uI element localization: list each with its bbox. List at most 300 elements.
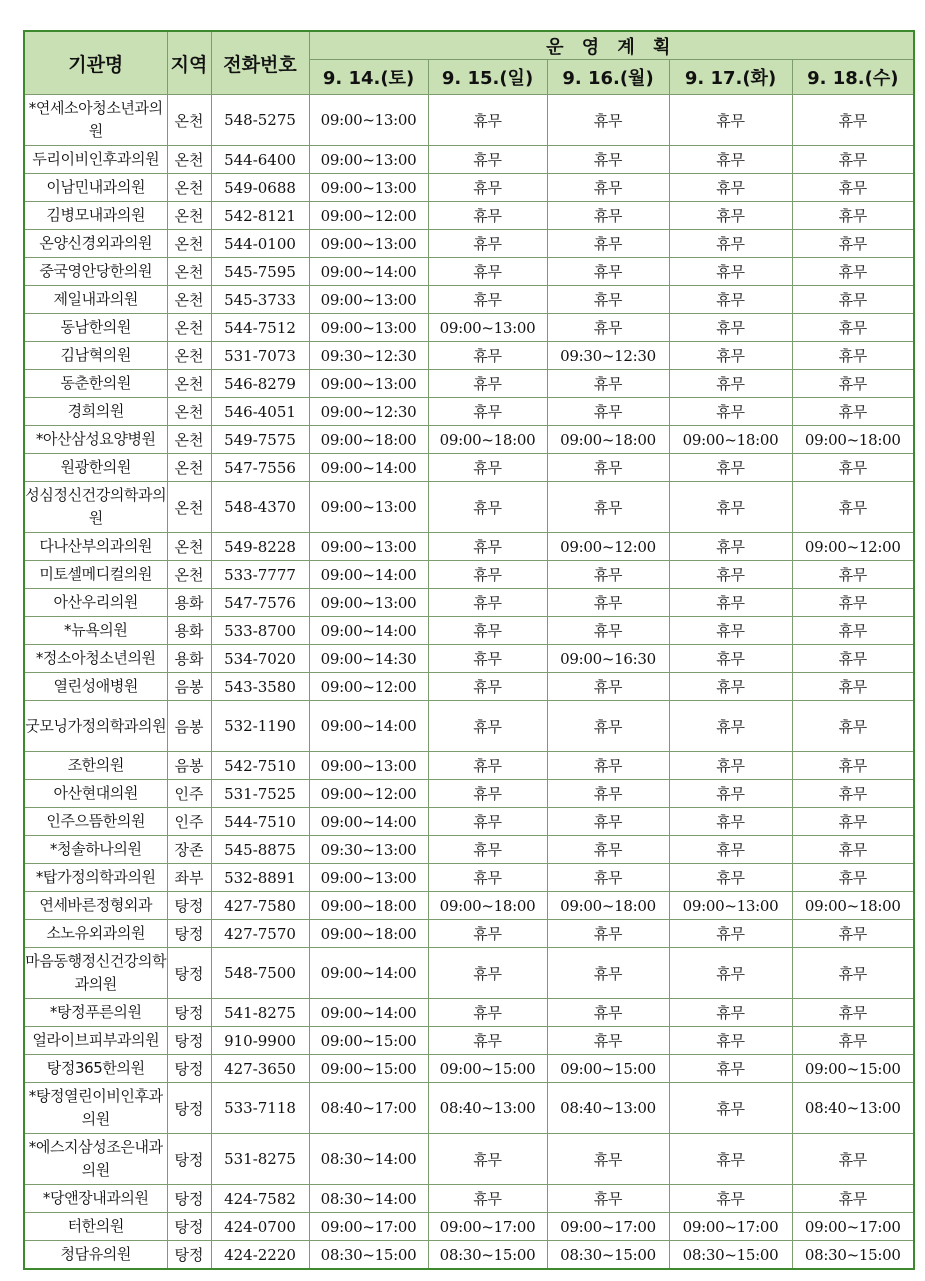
hours-cell: 휴무 bbox=[792, 1185, 914, 1213]
hours-cell: 휴무 bbox=[547, 230, 669, 258]
hours-cell: 휴무 bbox=[792, 645, 914, 673]
hours-cell: 휴무 bbox=[428, 533, 547, 561]
table-row bbox=[24, 398, 914, 426]
hours-cell: 휴무 bbox=[792, 673, 914, 701]
header-day: 9. 14.(토) bbox=[309, 60, 428, 95]
clinic-phone: 532-8891 bbox=[211, 864, 309, 892]
clinic-phone: 910-9900 bbox=[211, 1027, 309, 1055]
hours-cell: 휴무 bbox=[669, 398, 792, 426]
hours-cell: 09:00~15:00 bbox=[547, 1055, 669, 1083]
hours-cell: 휴무 bbox=[792, 342, 914, 370]
hours-cell: 휴무 bbox=[428, 1185, 547, 1213]
hours-cell: 08:40~13:00 bbox=[792, 1083, 914, 1134]
clinic-name: *탕정열린이비인후과의원 bbox=[24, 1083, 167, 1134]
hours-cell: 09:00~18:00 bbox=[309, 892, 428, 920]
hours-cell: 휴무 bbox=[428, 701, 547, 752]
table-row bbox=[24, 1027, 914, 1055]
hours-cell: 09:00~18:00 bbox=[309, 426, 428, 454]
hours-cell: 09:00~13:00 bbox=[309, 864, 428, 892]
clinic-phone: 547-7556 bbox=[211, 454, 309, 482]
hours-cell: 09:00~15:00 bbox=[792, 1055, 914, 1083]
hours-cell: 휴무 bbox=[792, 174, 914, 202]
clinic-region: 탕정 bbox=[167, 1241, 211, 1270]
clinic-region: 음봉 bbox=[167, 673, 211, 701]
clinic-phone: 544-7510 bbox=[211, 808, 309, 836]
clinic-region: 온천 bbox=[167, 202, 211, 230]
clinic-phone: 548-5275 bbox=[211, 95, 309, 146]
table-row bbox=[24, 286, 914, 314]
clinic-phone: 547-7576 bbox=[211, 589, 309, 617]
header-name: 기관명 bbox=[24, 31, 167, 95]
clinic-name: 미토셀메디컬의원 bbox=[24, 561, 167, 589]
table-row bbox=[24, 370, 914, 398]
header-plan: 운 영 계 획 bbox=[309, 31, 914, 60]
hours-cell: 휴무 bbox=[792, 1027, 914, 1055]
hours-cell: 09:00~13:00 bbox=[309, 314, 428, 342]
hours-cell: 휴무 bbox=[547, 836, 669, 864]
clinic-name: *에스지삼성조은내과의원 bbox=[24, 1134, 167, 1185]
table-row bbox=[24, 482, 914, 533]
hours-cell: 09:00~15:00 bbox=[309, 1027, 428, 1055]
hours-cell: 09:30~12:30 bbox=[309, 342, 428, 370]
hours-cell: 휴무 bbox=[792, 370, 914, 398]
table-row bbox=[24, 999, 914, 1027]
hours-cell: 휴무 bbox=[428, 948, 547, 999]
hours-cell: 휴무 bbox=[669, 701, 792, 752]
clinic-phone: 532-1190 bbox=[211, 701, 309, 752]
clinic-name: 소노유외과의원 bbox=[24, 920, 167, 948]
hours-cell: 09:00~13:00 bbox=[309, 482, 428, 533]
hours-cell: 휴무 bbox=[428, 286, 547, 314]
table-row bbox=[24, 701, 914, 752]
table-row bbox=[24, 426, 914, 454]
hours-cell: 휴무 bbox=[669, 286, 792, 314]
hours-cell: 휴무 bbox=[669, 589, 792, 617]
hours-cell: 09:00~13:00 bbox=[309, 752, 428, 780]
table-row bbox=[24, 342, 914, 370]
hours-cell: 08:30~15:00 bbox=[428, 1241, 547, 1270]
clinic-region: 탕정 bbox=[167, 1213, 211, 1241]
clinic-phone: 427-7570 bbox=[211, 920, 309, 948]
hours-cell: 08:30~14:00 bbox=[309, 1134, 428, 1185]
hours-cell: 휴무 bbox=[547, 1185, 669, 1213]
clinic-region: 용화 bbox=[167, 589, 211, 617]
clinic-region: 온천 bbox=[167, 482, 211, 533]
hours-cell: 휴무 bbox=[428, 482, 547, 533]
table-row bbox=[24, 780, 914, 808]
clinic-region: 탕정 bbox=[167, 920, 211, 948]
hours-cell: 08:30~15:00 bbox=[669, 1241, 792, 1270]
hours-cell: 휴무 bbox=[547, 146, 669, 174]
clinic-phone: 531-8275 bbox=[211, 1134, 309, 1185]
hours-cell: 휴무 bbox=[428, 230, 547, 258]
table-row bbox=[24, 454, 914, 482]
hours-cell: 휴무 bbox=[792, 780, 914, 808]
clinic-phone: 545-3733 bbox=[211, 286, 309, 314]
hours-cell: 휴무 bbox=[669, 258, 792, 286]
clinic-name: 청담유의원 bbox=[24, 1241, 167, 1270]
hours-cell: 08:40~17:00 bbox=[309, 1083, 428, 1134]
hours-cell: 휴무 bbox=[428, 1027, 547, 1055]
clinic-region: 장존 bbox=[167, 836, 211, 864]
clinic-region: 탕정 bbox=[167, 892, 211, 920]
hours-cell: 휴무 bbox=[428, 370, 547, 398]
clinic-region: 탕정 bbox=[167, 948, 211, 999]
hours-cell: 09:00~12:00 bbox=[309, 673, 428, 701]
hours-cell: 휴무 bbox=[792, 454, 914, 482]
clinic-name: 조한의원 bbox=[24, 752, 167, 780]
hours-cell: 09:00~12:30 bbox=[309, 398, 428, 426]
hours-cell: 휴무 bbox=[792, 146, 914, 174]
hours-cell: 휴무 bbox=[547, 948, 669, 999]
clinic-name: *당앤장내과의원 bbox=[24, 1185, 167, 1213]
hours-cell: 09:00~12:00 bbox=[792, 533, 914, 561]
hours-cell: 휴무 bbox=[547, 370, 669, 398]
hours-cell: 휴무 bbox=[669, 836, 792, 864]
hours-cell: 09:00~18:00 bbox=[669, 426, 792, 454]
hours-cell: 휴무 bbox=[428, 808, 547, 836]
table-row bbox=[24, 1213, 914, 1241]
hours-cell: 휴무 bbox=[792, 701, 914, 752]
hours-cell: 08:40~13:00 bbox=[428, 1083, 547, 1134]
hours-cell: 휴무 bbox=[547, 920, 669, 948]
hours-cell: 09:00~18:00 bbox=[792, 426, 914, 454]
clinic-name: 이남민내과의원 bbox=[24, 174, 167, 202]
hours-cell: 휴무 bbox=[792, 589, 914, 617]
hours-cell: 09:00~15:00 bbox=[428, 1055, 547, 1083]
clinic-region: 온천 bbox=[167, 398, 211, 426]
clinic-region: 탕정 bbox=[167, 1185, 211, 1213]
clinic-name: 원광한의원 bbox=[24, 454, 167, 482]
clinic-phone: 549-7575 bbox=[211, 426, 309, 454]
hours-cell: 휴무 bbox=[428, 864, 547, 892]
clinic-region: 온천 bbox=[167, 95, 211, 146]
hours-cell: 휴무 bbox=[669, 174, 792, 202]
clinic-region: 온천 bbox=[167, 230, 211, 258]
hours-cell: 휴무 bbox=[792, 230, 914, 258]
table-row bbox=[24, 561, 914, 589]
table-row bbox=[24, 230, 914, 258]
hours-cell: 휴무 bbox=[547, 202, 669, 230]
hours-cell: 휴무 bbox=[669, 1055, 792, 1083]
clinic-region: 탕정 bbox=[167, 1083, 211, 1134]
header-day: 9. 17.(화) bbox=[669, 60, 792, 95]
clinic-name: 동춘한의원 bbox=[24, 370, 167, 398]
clinic-name: *탕정푸른의원 bbox=[24, 999, 167, 1027]
clinic-phone: 549-8228 bbox=[211, 533, 309, 561]
clinic-name: 온양신경외과의원 bbox=[24, 230, 167, 258]
clinic-phone: 533-8700 bbox=[211, 617, 309, 645]
clinic-name: 성심정신건강의학과의원 bbox=[24, 482, 167, 533]
clinic-region: 온천 bbox=[167, 258, 211, 286]
hours-cell: 휴무 bbox=[669, 1027, 792, 1055]
hours-cell: 휴무 bbox=[547, 617, 669, 645]
clinic-phone: 545-8875 bbox=[211, 836, 309, 864]
clinic-name: 터한의원 bbox=[24, 1213, 167, 1241]
hours-cell: 휴무 bbox=[792, 482, 914, 533]
hours-cell: 휴무 bbox=[547, 286, 669, 314]
hours-cell: 휴무 bbox=[792, 864, 914, 892]
table-row bbox=[24, 589, 914, 617]
hours-cell: 09:00~18:00 bbox=[309, 920, 428, 948]
hours-cell: 09:00~13:00 bbox=[309, 230, 428, 258]
hours-cell: 휴무 bbox=[792, 752, 914, 780]
table-row bbox=[24, 533, 914, 561]
hours-cell: 휴무 bbox=[669, 1134, 792, 1185]
hours-cell: 09:00~13:00 bbox=[309, 286, 428, 314]
table-row bbox=[24, 174, 914, 202]
clinic-region: 탕정 bbox=[167, 1134, 211, 1185]
hours-cell: 휴무 bbox=[428, 673, 547, 701]
hours-cell: 휴무 bbox=[669, 202, 792, 230]
header-day: 9. 18.(수) bbox=[792, 60, 914, 95]
table-row bbox=[24, 258, 914, 286]
hours-cell: 휴무 bbox=[547, 454, 669, 482]
hours-cell: 휴무 bbox=[669, 864, 792, 892]
hours-cell: 휴무 bbox=[428, 561, 547, 589]
hours-cell: 휴무 bbox=[792, 808, 914, 836]
clinic-region: 인주 bbox=[167, 808, 211, 836]
clinic-phone: 541-8275 bbox=[211, 999, 309, 1027]
hours-cell: 09:00~13:00 bbox=[309, 174, 428, 202]
clinic-region: 온천 bbox=[167, 342, 211, 370]
hours-cell: 휴무 bbox=[547, 1134, 669, 1185]
hours-cell: 휴무 bbox=[428, 174, 547, 202]
clinic-phone: 534-7020 bbox=[211, 645, 309, 673]
hours-cell: 09:00~18:00 bbox=[428, 426, 547, 454]
hours-cell: 휴무 bbox=[547, 482, 669, 533]
hours-cell: 휴무 bbox=[792, 95, 914, 146]
clinic-name: 얼라이브피부과의원 bbox=[24, 1027, 167, 1055]
header-day: 9. 15.(일) bbox=[428, 60, 547, 95]
clinic-name: 김병모내과의원 bbox=[24, 202, 167, 230]
hours-cell: 휴무 bbox=[669, 808, 792, 836]
hours-cell: 휴무 bbox=[669, 561, 792, 589]
table-row bbox=[24, 673, 914, 701]
clinic-name: *탑가정의학과의원 bbox=[24, 864, 167, 892]
clinic-phone: 546-8279 bbox=[211, 370, 309, 398]
hours-cell: 휴무 bbox=[669, 1185, 792, 1213]
hours-cell: 09:30~12:30 bbox=[547, 342, 669, 370]
hours-cell: 휴무 bbox=[669, 645, 792, 673]
clinic-phone: 543-3580 bbox=[211, 673, 309, 701]
hours-cell: 09:00~14:00 bbox=[309, 561, 428, 589]
hours-cell: 휴무 bbox=[547, 999, 669, 1027]
clinic-phone: 531-7073 bbox=[211, 342, 309, 370]
hours-cell: 09:00~17:00 bbox=[792, 1213, 914, 1241]
table-row bbox=[24, 1185, 914, 1213]
table-row bbox=[24, 146, 914, 174]
clinic-phone: 549-0688 bbox=[211, 174, 309, 202]
hours-cell: 09:00~18:00 bbox=[428, 892, 547, 920]
clinic-region: 온천 bbox=[167, 314, 211, 342]
hours-cell: 휴무 bbox=[428, 95, 547, 146]
clinic-phone: 427-3650 bbox=[211, 1055, 309, 1083]
table-row bbox=[24, 752, 914, 780]
hours-cell: 09:00~13:00 bbox=[309, 533, 428, 561]
clinic-region: 음봉 bbox=[167, 701, 211, 752]
clinic-name: 마음동행정신건강의학과의원 bbox=[24, 948, 167, 999]
hours-cell: 휴무 bbox=[547, 673, 669, 701]
hours-cell: 휴무 bbox=[792, 202, 914, 230]
clinic-phone: 542-8121 bbox=[211, 202, 309, 230]
clinic-name: 제일내과의원 bbox=[24, 286, 167, 314]
hours-cell: 휴무 bbox=[428, 454, 547, 482]
clinic-name: *뉴욕의원 bbox=[24, 617, 167, 645]
clinic-name: 굿모닝가정의학과의원 bbox=[24, 701, 167, 752]
hours-cell: 휴무 bbox=[669, 454, 792, 482]
hours-cell: 09:00~14:00 bbox=[309, 258, 428, 286]
hours-cell: 09:00~17:00 bbox=[309, 1213, 428, 1241]
table-row bbox=[24, 1241, 914, 1270]
clinic-region: 음봉 bbox=[167, 752, 211, 780]
clinic-region: 온천 bbox=[167, 370, 211, 398]
hours-cell: 09:00~14:00 bbox=[309, 701, 428, 752]
hours-cell: 휴무 bbox=[669, 482, 792, 533]
clinic-region: 온천 bbox=[167, 454, 211, 482]
clinic-name: 경희의원 bbox=[24, 398, 167, 426]
hours-cell: 09:30~13:00 bbox=[309, 836, 428, 864]
hours-cell: 휴무 bbox=[792, 286, 914, 314]
clinic-phone: 533-7777 bbox=[211, 561, 309, 589]
hours-cell: 휴무 bbox=[428, 1134, 547, 1185]
hours-cell: 휴무 bbox=[428, 617, 547, 645]
hours-cell: 휴무 bbox=[547, 752, 669, 780]
hours-cell: 09:00~12:00 bbox=[547, 533, 669, 561]
clinic-name: 동남한의원 bbox=[24, 314, 167, 342]
hours-cell: 휴무 bbox=[669, 230, 792, 258]
hours-cell: 휴무 bbox=[547, 174, 669, 202]
hours-cell: 09:00~14:00 bbox=[309, 999, 428, 1027]
hours-cell: 08:40~13:00 bbox=[547, 1083, 669, 1134]
hours-cell: 휴무 bbox=[428, 258, 547, 286]
hours-cell: 09:00~15:00 bbox=[309, 1055, 428, 1083]
hours-cell: 휴무 bbox=[428, 752, 547, 780]
table-row bbox=[24, 948, 914, 999]
clinic-schedule-table bbox=[23, 30, 915, 1270]
hours-cell: 휴무 bbox=[669, 95, 792, 146]
table-row bbox=[24, 1083, 914, 1134]
table-row bbox=[24, 920, 914, 948]
clinic-name: *아산삼성요양병원 bbox=[24, 426, 167, 454]
clinic-name: 두리이비인후과의원 bbox=[24, 146, 167, 174]
clinic-name: 탕정365한의원 bbox=[24, 1055, 167, 1083]
clinic-region: 온천 bbox=[167, 426, 211, 454]
clinic-region: 온천 bbox=[167, 286, 211, 314]
hours-cell: 휴무 bbox=[428, 589, 547, 617]
hours-cell: 휴무 bbox=[792, 1134, 914, 1185]
hours-cell: 휴무 bbox=[792, 999, 914, 1027]
hours-cell: 휴무 bbox=[792, 948, 914, 999]
clinic-region: 온천 bbox=[167, 174, 211, 202]
clinic-phone: 424-0700 bbox=[211, 1213, 309, 1241]
hours-cell: 휴무 bbox=[669, 752, 792, 780]
table-row bbox=[24, 1055, 914, 1083]
hours-cell: 휴무 bbox=[547, 95, 669, 146]
hours-cell: 09:00~14:00 bbox=[309, 808, 428, 836]
hours-cell: 휴무 bbox=[792, 836, 914, 864]
header-phone: 전화번호 bbox=[211, 31, 309, 95]
clinic-name: *청솔하나의원 bbox=[24, 836, 167, 864]
hours-cell: 09:00~17:00 bbox=[669, 1213, 792, 1241]
hours-cell: 08:30~15:00 bbox=[547, 1241, 669, 1270]
hours-cell: 휴무 bbox=[792, 314, 914, 342]
hours-cell: 휴무 bbox=[669, 673, 792, 701]
table-row bbox=[24, 645, 914, 673]
hours-cell: 휴무 bbox=[428, 202, 547, 230]
hours-cell: 휴무 bbox=[428, 780, 547, 808]
hours-cell: 09:00~18:00 bbox=[547, 426, 669, 454]
clinic-region: 탕정 bbox=[167, 999, 211, 1027]
table-row bbox=[24, 617, 914, 645]
hours-cell: 09:00~17:00 bbox=[428, 1213, 547, 1241]
hours-cell: 휴무 bbox=[792, 561, 914, 589]
hours-cell: 휴무 bbox=[547, 314, 669, 342]
clinic-name: 아산우리의원 bbox=[24, 589, 167, 617]
hours-cell: 09:00~14:00 bbox=[309, 617, 428, 645]
hours-cell: 휴무 bbox=[669, 370, 792, 398]
clinic-phone: 424-2220 bbox=[211, 1241, 309, 1270]
hours-cell: 09:00~17:00 bbox=[547, 1213, 669, 1241]
hours-cell: 09:00~16:30 bbox=[547, 645, 669, 673]
clinic-region: 온천 bbox=[167, 533, 211, 561]
clinic-region: 용화 bbox=[167, 617, 211, 645]
clinic-name: 다나산부의과의원 bbox=[24, 533, 167, 561]
clinic-phone: 548-7500 bbox=[211, 948, 309, 999]
clinic-name: 중국영안당한의원 bbox=[24, 258, 167, 286]
hours-cell: 휴무 bbox=[669, 342, 792, 370]
hours-cell: 휴무 bbox=[428, 999, 547, 1027]
clinic-phone: 544-6400 bbox=[211, 146, 309, 174]
hours-cell: 휴무 bbox=[547, 780, 669, 808]
table-row bbox=[24, 836, 914, 864]
hours-cell: 휴무 bbox=[428, 342, 547, 370]
hours-cell: 휴무 bbox=[669, 1083, 792, 1134]
hours-cell: 휴무 bbox=[669, 146, 792, 174]
table-row bbox=[24, 864, 914, 892]
clinic-region: 탕정 bbox=[167, 1027, 211, 1055]
hours-cell: 휴무 bbox=[792, 617, 914, 645]
hours-cell: 휴무 bbox=[669, 999, 792, 1027]
hours-cell: 휴무 bbox=[547, 561, 669, 589]
hours-cell: 휴무 bbox=[547, 589, 669, 617]
hours-cell: 휴무 bbox=[669, 780, 792, 808]
hours-cell: 휴무 bbox=[547, 808, 669, 836]
clinic-phone: 531-7525 bbox=[211, 780, 309, 808]
clinic-phone: 544-0100 bbox=[211, 230, 309, 258]
clinic-name: *정소아청소년의원 bbox=[24, 645, 167, 673]
hours-cell: 09:00~18:00 bbox=[547, 892, 669, 920]
clinic-name: 연세바른정형외과 bbox=[24, 892, 167, 920]
hours-cell: 09:00~14:00 bbox=[309, 454, 428, 482]
clinic-region: 인주 bbox=[167, 780, 211, 808]
header-region: 지역 bbox=[167, 31, 211, 95]
hours-cell: 휴무 bbox=[669, 617, 792, 645]
hours-cell: 휴무 bbox=[669, 920, 792, 948]
hours-cell: 휴무 bbox=[669, 314, 792, 342]
hours-cell: 09:00~14:30 bbox=[309, 645, 428, 673]
table-row bbox=[24, 95, 914, 146]
clinic-name: 김남혁의원 bbox=[24, 342, 167, 370]
table-row bbox=[24, 1134, 914, 1185]
hours-cell: 휴무 bbox=[669, 533, 792, 561]
hours-cell: 휴무 bbox=[792, 398, 914, 426]
clinic-region: 탕정 bbox=[167, 1055, 211, 1083]
hours-cell: 08:30~14:00 bbox=[309, 1185, 428, 1213]
clinic-phone: 544-7512 bbox=[211, 314, 309, 342]
hours-cell: 09:00~13:00 bbox=[309, 95, 428, 146]
clinic-name: 아산현대의원 bbox=[24, 780, 167, 808]
